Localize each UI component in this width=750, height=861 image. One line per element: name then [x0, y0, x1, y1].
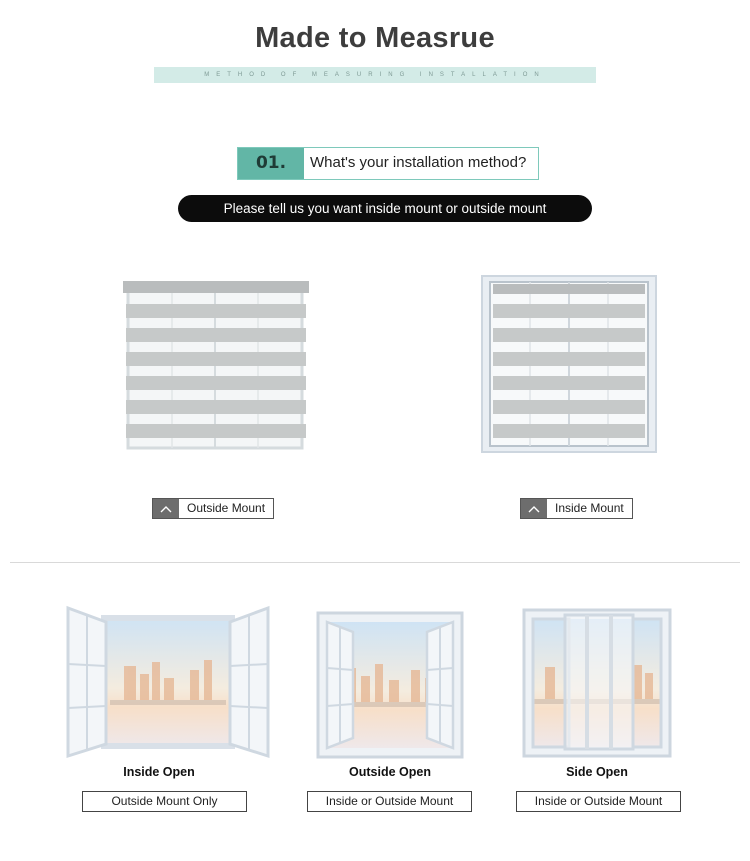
inside-mount-label: Inside Mount	[555, 501, 624, 515]
side-open-compatibility: Inside or Outside Mount	[516, 791, 681, 812]
side-open-caption: Side Open	[566, 765, 628, 779]
step-number: 01.	[238, 148, 304, 179]
instruction-pill: Please tell us you want inside mount or outside mount	[178, 195, 592, 222]
outside-mount-option[interactable]	[152, 498, 274, 519]
inside-open-caption: Inside Open	[123, 765, 195, 779]
section-divider	[10, 562, 740, 563]
inside-open-window-illustration	[66, 604, 270, 760]
outside-open-compatibility: Inside or Outside Mount	[307, 791, 472, 812]
outside-open-window-illustration	[315, 610, 465, 760]
step-question: What's your installation method?	[310, 154, 527, 171]
side-open-window-illustration	[521, 607, 673, 759]
chevron-up-icon	[153, 499, 179, 518]
chevron-up-icon	[521, 499, 547, 518]
page-title: Made to Measrue	[255, 22, 495, 54]
subtitle-band	[154, 67, 596, 83]
outside-mount-illustration	[118, 276, 314, 454]
step-header	[237, 147, 539, 180]
inside-mount-illustration	[480, 274, 658, 454]
inside-open-compatibility: Outside Mount Only	[82, 791, 247, 812]
inside-mount-option[interactable]	[520, 498, 633, 519]
subtitle-text: METHOD OF MEASURING INSTALLATION	[204, 72, 546, 78]
outside-mount-label: Outside Mount	[187, 501, 266, 515]
outside-open-caption: Outside Open	[349, 765, 431, 779]
